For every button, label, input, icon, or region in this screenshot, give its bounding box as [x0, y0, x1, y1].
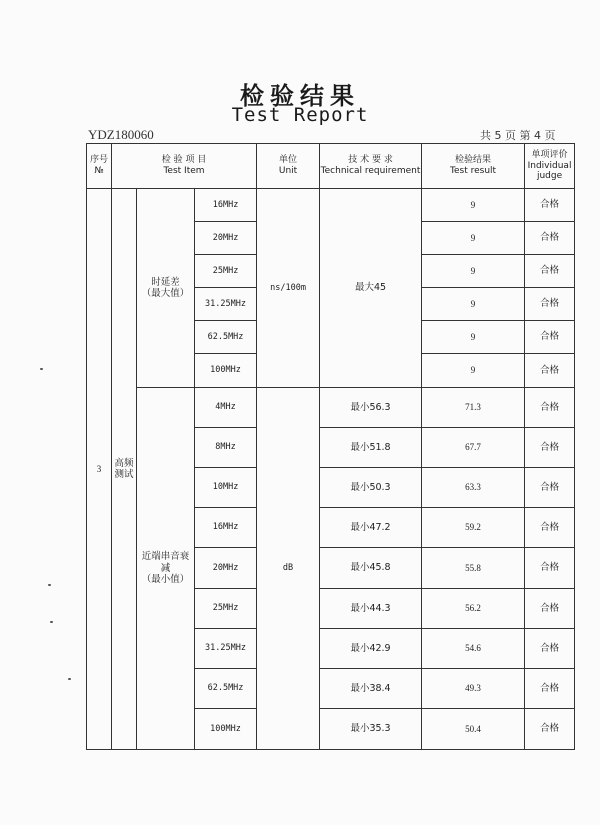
result-cell: 9 [422, 255, 525, 288]
header-seq-en: № [94, 166, 104, 176]
requirement-cell: 最小56.3 [320, 388, 422, 428]
result-cell: 67.7 [422, 428, 525, 468]
header-seq-zh: 序号 [89, 155, 108, 166]
frequency-cell: 31.25MHz [195, 629, 257, 669]
frequency-cell: 100MHz [195, 709, 257, 750]
requirement-cell: 最小51.8 [320, 428, 422, 468]
judge-cell: 合格 [525, 468, 575, 508]
header-requirement [320, 144, 422, 189]
frequency-cell: 20MHz [195, 222, 257, 255]
report-code: YDZ180060 [88, 127, 154, 142]
frequency-cell: 8MHz [195, 428, 257, 468]
frequency-cell: 25MHz [195, 589, 257, 629]
group-name-label: 时延差 （最大值） [141, 276, 190, 299]
result-cell: 9 [422, 321, 525, 354]
group-name-cell [137, 189, 195, 388]
frequency-cell: 100MHz [195, 354, 257, 388]
result-cell: 9 [422, 222, 525, 255]
header-judge-zh: 单项评价 [531, 149, 568, 160]
result-cell: 50.4 [422, 709, 525, 750]
seq-number-cell: 3 [87, 189, 112, 750]
header-seq [87, 144, 112, 189]
judge-cell: 合格 [525, 222, 575, 255]
report-title-english: Test Report [231, 104, 369, 126]
frequency-cell: 16MHz [195, 189, 257, 222]
requirement-cell: 最小42.9 [320, 629, 422, 669]
judge-cell: 合格 [525, 629, 575, 669]
requirement-cell: 最小50.3 [320, 468, 422, 508]
scan-speck [40, 368, 43, 370]
frequency-cell: 25MHz [195, 255, 257, 288]
header-unit [257, 144, 320, 189]
group-name-cell [137, 388, 195, 750]
result-cell: 9 [422, 354, 525, 388]
report-body [87, 189, 575, 750]
result-cell: 56.2 [422, 589, 525, 629]
page-info: 共 5 页 第 4 页 [480, 129, 556, 142]
requirement-cell: 最小45.8 [320, 548, 422, 589]
category-label: 高频 测试 [114, 457, 134, 480]
frequency-cell: 31.25MHz [195, 288, 257, 321]
requirement-cell: 最小44.3 [320, 589, 422, 629]
frequency-cell: 4MHz [195, 388, 257, 428]
test-report-table [86, 143, 575, 750]
group-name-label: 近端串音衰 减 （最小值） [141, 551, 190, 586]
table-row [87, 388, 575, 428]
frequency-cell: 10MHz [195, 468, 257, 508]
frequency-cell: 62.5MHz [195, 321, 257, 354]
result-cell: 54.6 [422, 629, 525, 669]
judge-cell: 合格 [525, 288, 575, 321]
frequency-cell: 62.5MHz [195, 669, 257, 709]
header-result [422, 144, 525, 189]
scan-speck [50, 621, 53, 623]
result-cell: 49.3 [422, 669, 525, 709]
requirement-cell: 最小47.2 [320, 508, 422, 548]
header-row [87, 144, 575, 189]
judge-cell: 合格 [525, 548, 575, 589]
header-requirement-en: Technical requirement [320, 166, 421, 176]
judge-cell: 合格 [525, 189, 575, 222]
header-result-en: Test result [450, 166, 497, 176]
result-cell: 63.3 [422, 468, 525, 508]
requirement-cell: 最大45 [320, 189, 422, 388]
header-judge-en1: Individual [527, 160, 572, 171]
header-judge [525, 144, 575, 189]
header-item-zh: 检 验 项 目 [161, 155, 207, 166]
judge-cell: 合格 [525, 255, 575, 288]
header-test-item [112, 144, 257, 189]
unit-cell: dB [257, 388, 320, 750]
judge-cell: 合格 [525, 508, 575, 548]
header-unit-en: Unit [278, 166, 298, 176]
scan-speck [48, 584, 51, 586]
frequency-cell: 20MHz [195, 548, 257, 589]
result-cell: 9 [422, 189, 525, 222]
category-cell [112, 189, 137, 750]
result-cell: 55.8 [422, 548, 525, 589]
judge-cell: 合格 [525, 321, 575, 354]
table-row [87, 189, 575, 222]
frequency-cell: 16MHz [195, 508, 257, 548]
result-cell: 59.2 [422, 508, 525, 548]
report-title-chinese: 检验结果 [240, 82, 360, 110]
header-result-zh: 检验结果 [455, 155, 492, 166]
requirement-cell: 最小35.3 [320, 709, 422, 750]
judge-cell: 合格 [525, 388, 575, 428]
judge-cell: 合格 [525, 354, 575, 388]
requirement-cell: 最小38.4 [320, 669, 422, 709]
judge-cell: 合格 [525, 669, 575, 709]
unit-cell: ns/100m [257, 189, 320, 388]
header-item-en: Test Item [163, 166, 205, 176]
judge-cell: 合格 [525, 709, 575, 750]
judge-cell: 合格 [525, 589, 575, 629]
header-judge-en2: judge [536, 171, 563, 182]
scan-speck [68, 678, 71, 680]
judge-cell: 合格 [525, 428, 575, 468]
result-cell: 71.3 [422, 388, 525, 428]
header-unit-zh: 单位 [279, 155, 298, 166]
header-requirement-zh: 技 术 要 求 [348, 155, 393, 166]
result-cell: 9 [422, 288, 525, 321]
